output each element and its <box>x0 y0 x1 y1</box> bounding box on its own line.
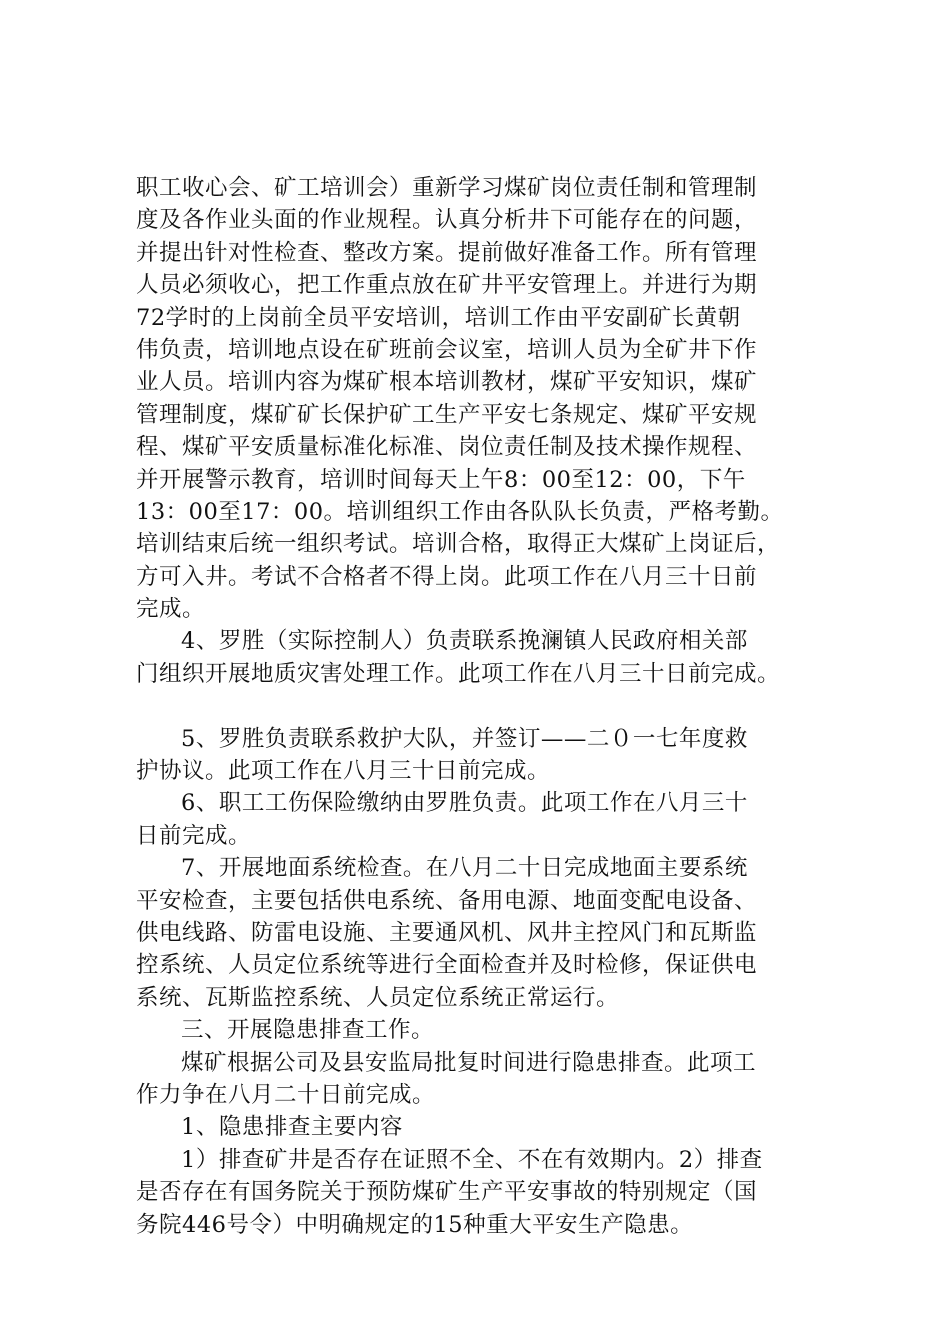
document-page <box>136 172 836 1241</box>
text-line: 程、煤矿平安质量标准化标准、岗位责任制及技术操作规程、 <box>136 434 758 461</box>
section-heading: 三、开展隐患排查工作。 <box>181 1017 435 1044</box>
text-line: 护协议。此项工作在八月三十日前完成。 <box>136 758 551 785</box>
paragraph-start-line: 4、罗胜（实际控制人）负责联系挽澜镇人民政府相关部 <box>181 628 748 655</box>
text-line: 供电线路、防雷电设施、主要通风机、风井主控风门和瓦斯监 <box>136 919 758 946</box>
text-line: 72学时的上岗前全员平安培训，培训工作由平安副矿长黄朝 <box>136 304 741 331</box>
paragraph-start-line: 1）排查矿井是否存在证照不全、不在有效期内。2）排查 <box>181 1146 763 1173</box>
text-line: 务院446号令）中明确规定的15种重大平安生产隐患。 <box>136 1211 694 1238</box>
text-line: 13：00至17：00。培训组织工作由各队队长负责，严格考勤。 <box>136 498 784 525</box>
paragraph-start-line: 7、开展地面系统检查。在八月二十日完成地面主要系统 <box>181 855 748 882</box>
paragraph-gap <box>136 690 836 722</box>
text-line: 职工收心会、矿工培训会）重新学习煤矿岗位责任制和管理制 <box>136 175 758 201</box>
paragraph-start-line: 煤矿根据公司及县安监局批复时间进行隐患排查。此项工 <box>181 1049 757 1076</box>
text-line: 日前完成。 <box>136 822 252 849</box>
text-line: 完成。 <box>136 596 206 623</box>
text-line: 度及各作业头面的作业规程。认真分析井下可能存在的问题， <box>136 207 758 234</box>
text-line: 控系统、人员定位系统等进行全面检查并及时检修，保证供电 <box>136 952 758 979</box>
text-line: 业人员。培训内容为煤矿根本培训教材，煤矿平安知识，煤矿 <box>136 369 758 396</box>
paragraph-start-line: 5、罗胜负责联系救护大队，并签订——二０一七年度救 <box>181 725 748 752</box>
text-line: 平安检查，主要包括供电系统、备用电源、地面变配电设备、 <box>136 887 758 914</box>
paragraph-start-line: 6、职工工伤保险缴纳由罗胜负责。此项工作在八月三十 <box>181 790 748 817</box>
text-line: 人员必须收心，把工作重点放在矿井平安管理上。并进行为期 <box>136 272 758 299</box>
text-line: 并提出针对性检查、整改方案。提前做好准备工作。所有管理 <box>136 239 758 266</box>
text-line: 并开展警示教育，培训时间每天上午8：00至12：00，下午 <box>136 466 746 493</box>
text-line: 是否存在有国务院关于预防煤矿生产平安事故的特别规定（国 <box>136 1179 758 1206</box>
text-line: 方可入井。考试不合格者不得上岗。此项工作在八月三十日前 <box>136 563 758 590</box>
text-line: 管理制度，煤矿矿长保护矿工生产平安七条规定、煤矿平安规 <box>136 401 758 428</box>
subsection-heading: 1、隐患排查主要内容 <box>181 1114 403 1141</box>
text-line: 作力争在八月二十日前完成。 <box>136 1081 436 1108</box>
text-line: 培训结束后统一组织考试。培训合格，取得正大煤矿上岗证后， <box>136 531 781 558</box>
text-line: 伟负责，培训地点设在矿班前会议室，培训人员为全矿井下作 <box>136 336 758 363</box>
text-line: 系统、瓦斯监控系统、人员定位系统正常运行。 <box>136 984 620 1011</box>
text-line: 门组织开展地质灾害处理工作。此项工作在八月三十日前完成。 <box>136 660 781 687</box>
